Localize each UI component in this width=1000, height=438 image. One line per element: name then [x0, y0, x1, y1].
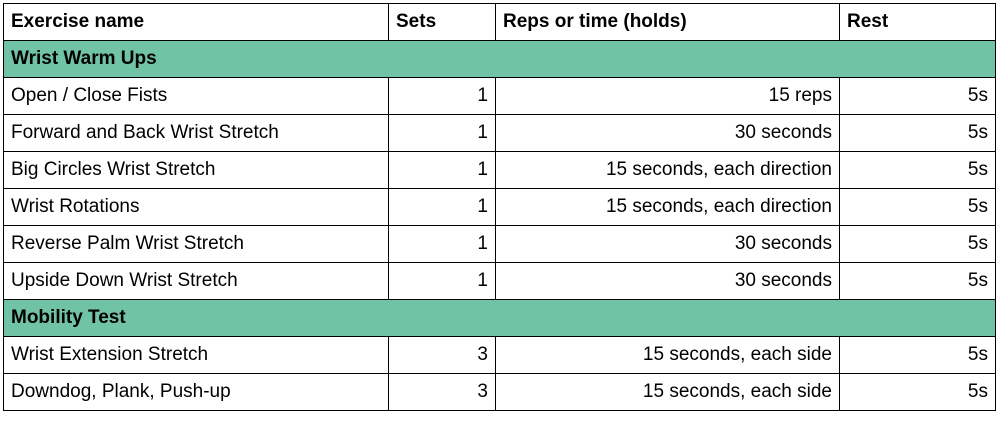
sets-cell: 1: [389, 189, 496, 226]
exercise-name-cell: Wrist Rotations: [4, 189, 389, 226]
exercise-name-cell: Upside Down Wrist Stretch: [4, 263, 389, 300]
rest-cell: 5s: [840, 337, 996, 374]
section-title: Mobility Test: [4, 300, 996, 337]
rest-cell: 5s: [840, 263, 996, 300]
reps-cell: 15 reps: [496, 78, 840, 115]
sets-cell: 3: [389, 337, 496, 374]
section-title: Wrist Warm Ups: [4, 41, 996, 78]
column-header-sets: Sets: [389, 4, 496, 41]
reps-cell: 15 seconds, each side: [496, 337, 840, 374]
exercise-name-cell: Wrist Extension Stretch: [4, 337, 389, 374]
sets-cell: 1: [389, 152, 496, 189]
section-header-row: [4, 300, 996, 337]
table-row: [4, 263, 996, 300]
table-row: [4, 189, 996, 226]
section-header-row: [4, 41, 996, 78]
sets-cell: 1: [389, 115, 496, 152]
table-row: [4, 152, 996, 189]
column-header-exercise-name: Exercise name: [4, 4, 389, 41]
sets-cell: 3: [389, 374, 496, 411]
table-row: [4, 337, 996, 374]
exercise-name-cell: Reverse Palm Wrist Stretch: [4, 226, 389, 263]
exercise-table: [3, 3, 996, 411]
reps-cell: 15 seconds, each direction: [496, 189, 840, 226]
rest-cell: 5s: [840, 115, 996, 152]
reps-cell: 30 seconds: [496, 115, 840, 152]
rest-cell: 5s: [840, 374, 996, 411]
exercise-name-cell: Open / Close Fists: [4, 78, 389, 115]
header-row: [4, 4, 996, 41]
reps-cell: 30 seconds: [496, 263, 840, 300]
table-row: [4, 226, 996, 263]
rest-cell: 5s: [840, 226, 996, 263]
exercise-name-cell: Forward and Back Wrist Stretch: [4, 115, 389, 152]
reps-cell: 30 seconds: [496, 226, 840, 263]
rest-cell: 5s: [840, 189, 996, 226]
reps-cell: 15 seconds, each side: [496, 374, 840, 411]
rest-cell: 5s: [840, 152, 996, 189]
exercise-name-cell: Downdog, Plank, Push-up: [4, 374, 389, 411]
rest-cell: 5s: [840, 78, 996, 115]
column-header-reps: Reps or time (holds): [496, 4, 840, 41]
table-row: [4, 78, 996, 115]
sets-cell: 1: [389, 263, 496, 300]
sets-cell: 1: [389, 78, 496, 115]
table-row: [4, 115, 996, 152]
exercise-name-cell: Big Circles Wrist Stretch: [4, 152, 389, 189]
table-row: [4, 374, 996, 411]
sets-cell: 1: [389, 226, 496, 263]
reps-cell: 15 seconds, each direction: [496, 152, 840, 189]
column-header-rest: Rest: [840, 4, 996, 41]
